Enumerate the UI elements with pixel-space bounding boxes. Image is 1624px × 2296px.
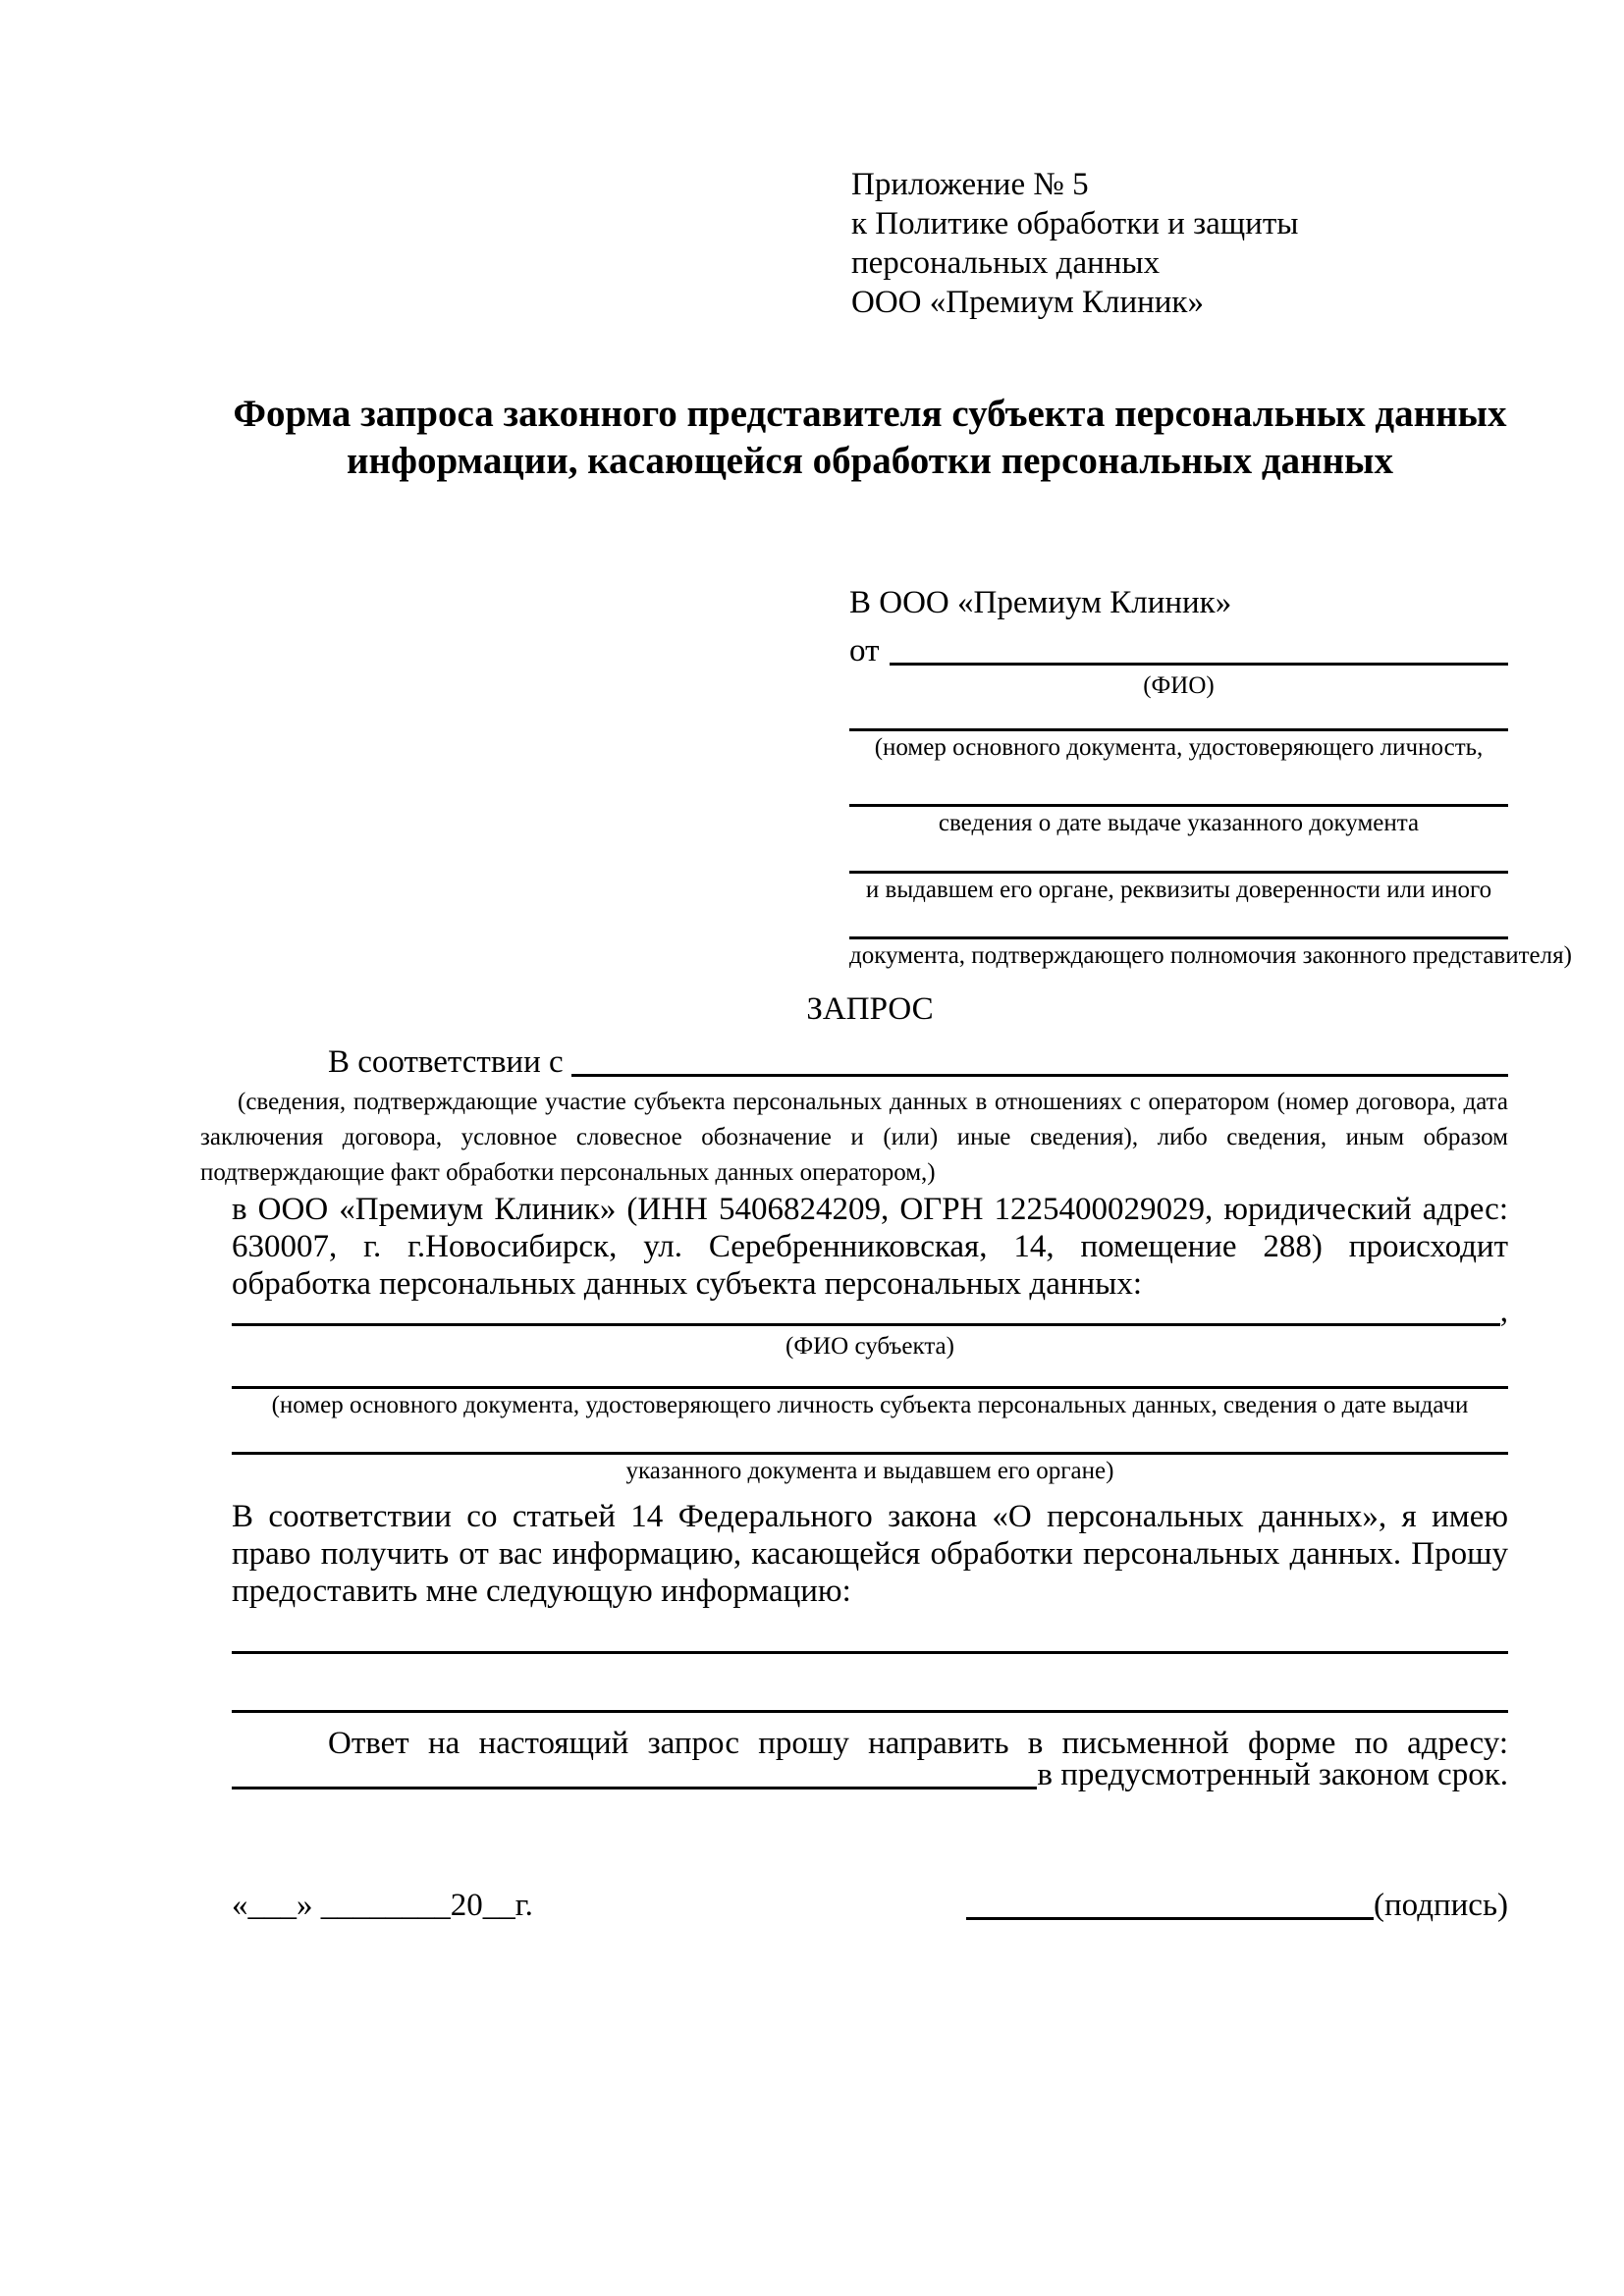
appendix-line-4: ООО «Премиум Клиник» bbox=[851, 285, 1204, 320]
representative-doc-fill-line-1 bbox=[849, 728, 1508, 731]
information-fill-line-1 bbox=[232, 1651, 1508, 1654]
representative-doc-caption-1: (номер основного документа, удостоверяющего личность, bbox=[874, 734, 1484, 761]
subject-fio-row bbox=[232, 1294, 1508, 1330]
representative-doc-fill-line-3 bbox=[849, 871, 1508, 874]
signature-fill-line bbox=[966, 1917, 1374, 1920]
operator-paragraph: в ООО «Премиум Клиник» (ИНН 5406824209, ОГРН 1225400029029, юридический адрес: 630007, г. г.Новосибирск, ул. Серебренниковская, 14, помещение 288) происходит обработка персональных данных субъекта персональных данных: bbox=[232, 1192, 1508, 1302]
representative-doc-caption-4: документа, подтверждающего полномочия законного представителя) bbox=[849, 942, 1572, 969]
appendix-line-2: к Политике обработки и защиты bbox=[851, 206, 1299, 241]
law-paragraph: В соответствии со статьей 14 Федерального закона «О персональных данных», я имею право получить от вас информацию, касающейся обработки персональных данных. Прошу предоставить мне следующую информацию: bbox=[232, 1499, 1508, 1609]
from-row bbox=[849, 628, 1508, 669]
representative-doc-caption-3: и выдавшем его органе, реквизиты доверенности или иного bbox=[865, 877, 1492, 903]
trailing-comma: , bbox=[1499, 1294, 1508, 1329]
subject-doc-caption-1: (номер основного документа, удостоверяющего личность субъекта персональных данных, сведения о дате выдачи bbox=[271, 1392, 1469, 1418]
subject-fio-fill-line bbox=[232, 1323, 1500, 1326]
intro-fill-line bbox=[571, 1074, 1508, 1077]
addressee-organization: В ООО «Премиум Клиник» bbox=[849, 585, 1232, 620]
intro-caption: (сведения, подтверждающие участие субъекта персональных данных в отношениях с оператором (номер договора, дата заключения договора, условное словесное обозначение и (или) иные сведения), либо сведения, иным образом подтверждающие факт обработки персональных данных оператором,) bbox=[200, 1089, 1508, 1186]
signature-caption: (подпись) bbox=[1374, 1888, 1508, 1923]
addressee-block bbox=[849, 583, 1572, 971]
information-fill-line-2 bbox=[232, 1710, 1508, 1713]
address-fill-line bbox=[232, 1787, 1037, 1789]
representative-doc-fill-line-2 bbox=[849, 804, 1508, 807]
answer-address-row bbox=[232, 1757, 1508, 1793]
subject-doc-caption-2: указанного документа и выдавшем его органе) bbox=[625, 1458, 1114, 1484]
answer-suffix: в предусмотренный законом срок. bbox=[1037, 1757, 1508, 1792]
appendix-line-3: персональных данных bbox=[851, 245, 1161, 281]
representative-doc-caption-2: сведения о дате выдаче указанного документа bbox=[938, 810, 1420, 836]
from-fill-line bbox=[890, 663, 1509, 666]
subject-doc-fill-line-1 bbox=[232, 1386, 1508, 1389]
request-heading: ЗАПРОС bbox=[806, 991, 934, 1027]
intro-row bbox=[232, 1040, 1508, 1081]
document-title bbox=[232, 391, 1508, 485]
intro-label: В соответствии с bbox=[328, 1044, 564, 1080]
from-label: от bbox=[849, 633, 880, 668]
subject-fio-caption: (ФИО субъекта) bbox=[785, 1333, 954, 1360]
appendix-line-1: Приложение № 5 bbox=[851, 167, 1089, 202]
representative-doc-fill-line-4 bbox=[849, 936, 1508, 939]
signature-group bbox=[966, 1887, 1508, 1924]
subject-doc-fill-line-2 bbox=[232, 1452, 1508, 1455]
appendix-block bbox=[851, 165, 1508, 322]
signature-row bbox=[232, 1887, 1508, 1924]
title-line-1: Форма запроса законного представителя субъекта персональных данных bbox=[233, 393, 1507, 435]
title-line-2: информации, касающейся обработки персональных данных bbox=[347, 440, 1393, 482]
answer-paragraph: Ответ на настоящий запрос прошу направить в письменной форме по адресу: bbox=[328, 1726, 1508, 1761]
fio-caption: (ФИО) bbox=[1143, 672, 1215, 699]
date-line: «___» ________20__г. bbox=[232, 1888, 533, 1923]
